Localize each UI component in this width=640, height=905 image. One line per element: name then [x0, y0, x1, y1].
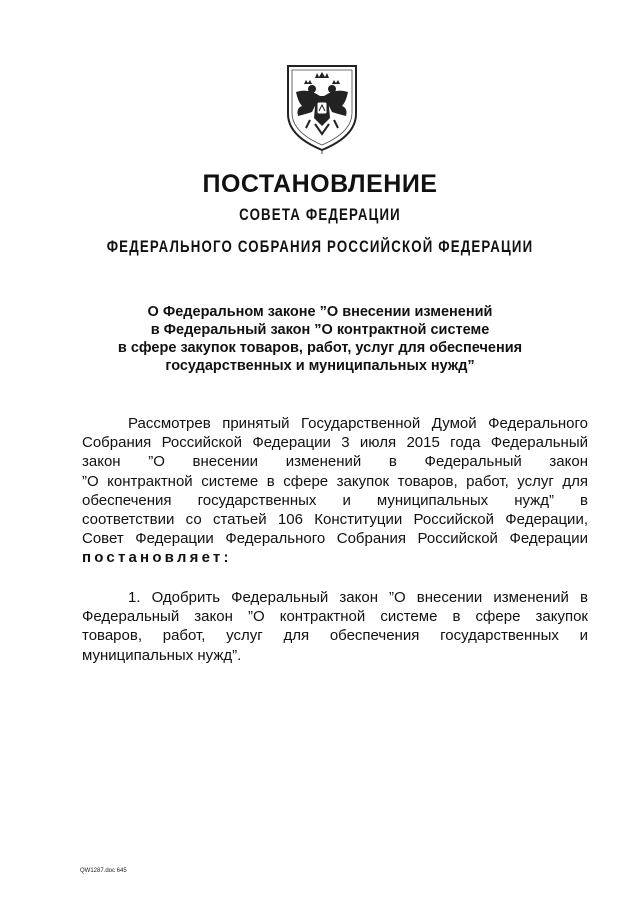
subject-line: О Федеральном законе ”О внесении изменений: [147, 304, 493, 320]
body-line: соответствии со статьей 106 Конституции Российской Федерации,: [82, 511, 588, 529]
body-line: 1. Одобрить Федеральный закон ”О внесении изменений в: [128, 589, 588, 606]
body-line: Рассмотрев принятый Государственной Думой Федерального: [128, 415, 588, 432]
document-file-code: QW1287.doc 645: [80, 868, 127, 874]
body-line: товаров, работ, услуг для обеспечения государственных и: [82, 627, 588, 645]
resolves-keyword: постановляет:: [82, 549, 232, 567]
body-line: муниципальных нужд”.: [82, 646, 242, 664]
body-line: ”О контрактной системе в сфере закупок товаров, работ, услуг для: [82, 472, 588, 490]
issuer-line-1: СОВЕТА ФЕДЕРАЦИИ: [239, 205, 401, 224]
body-line: Собрания Российской Федерации 3 июля 2015 года Федеральный: [82, 434, 588, 452]
resolution-item-1: [82, 588, 588, 665]
body-line: закон ”О внесении изменений в Федеральный закон: [82, 453, 588, 471]
coat-of-arms-icon: [282, 62, 362, 154]
preamble-paragraph: [82, 414, 588, 568]
document-subject: [0, 303, 640, 375]
body-line: Совет Федерации Федерального Собрания Российской Федерации: [82, 530, 588, 548]
subject-line: в Федеральный закон ”О контрактной системе: [150, 322, 490, 338]
issuer-line-2: ФЕДЕРАЛЬНОГО СОБРАНИЯ РОССИЙСКОЙ ФЕДЕРАЦИИ: [106, 237, 534, 256]
subject-line: государственных и муниципальных нужд”: [165, 358, 475, 374]
body-line: обеспечения государственных и муниципальных нужд” в: [82, 491, 588, 509]
document-type-heading: ПОСТАНОВЛЕНИЕ: [202, 170, 438, 198]
subject-line: в сфере закупок товаров, работ, услуг для обеспечения: [117, 340, 523, 356]
body-line: Федеральный закон ”О контрактной системе в сфере закупок: [82, 608, 588, 626]
